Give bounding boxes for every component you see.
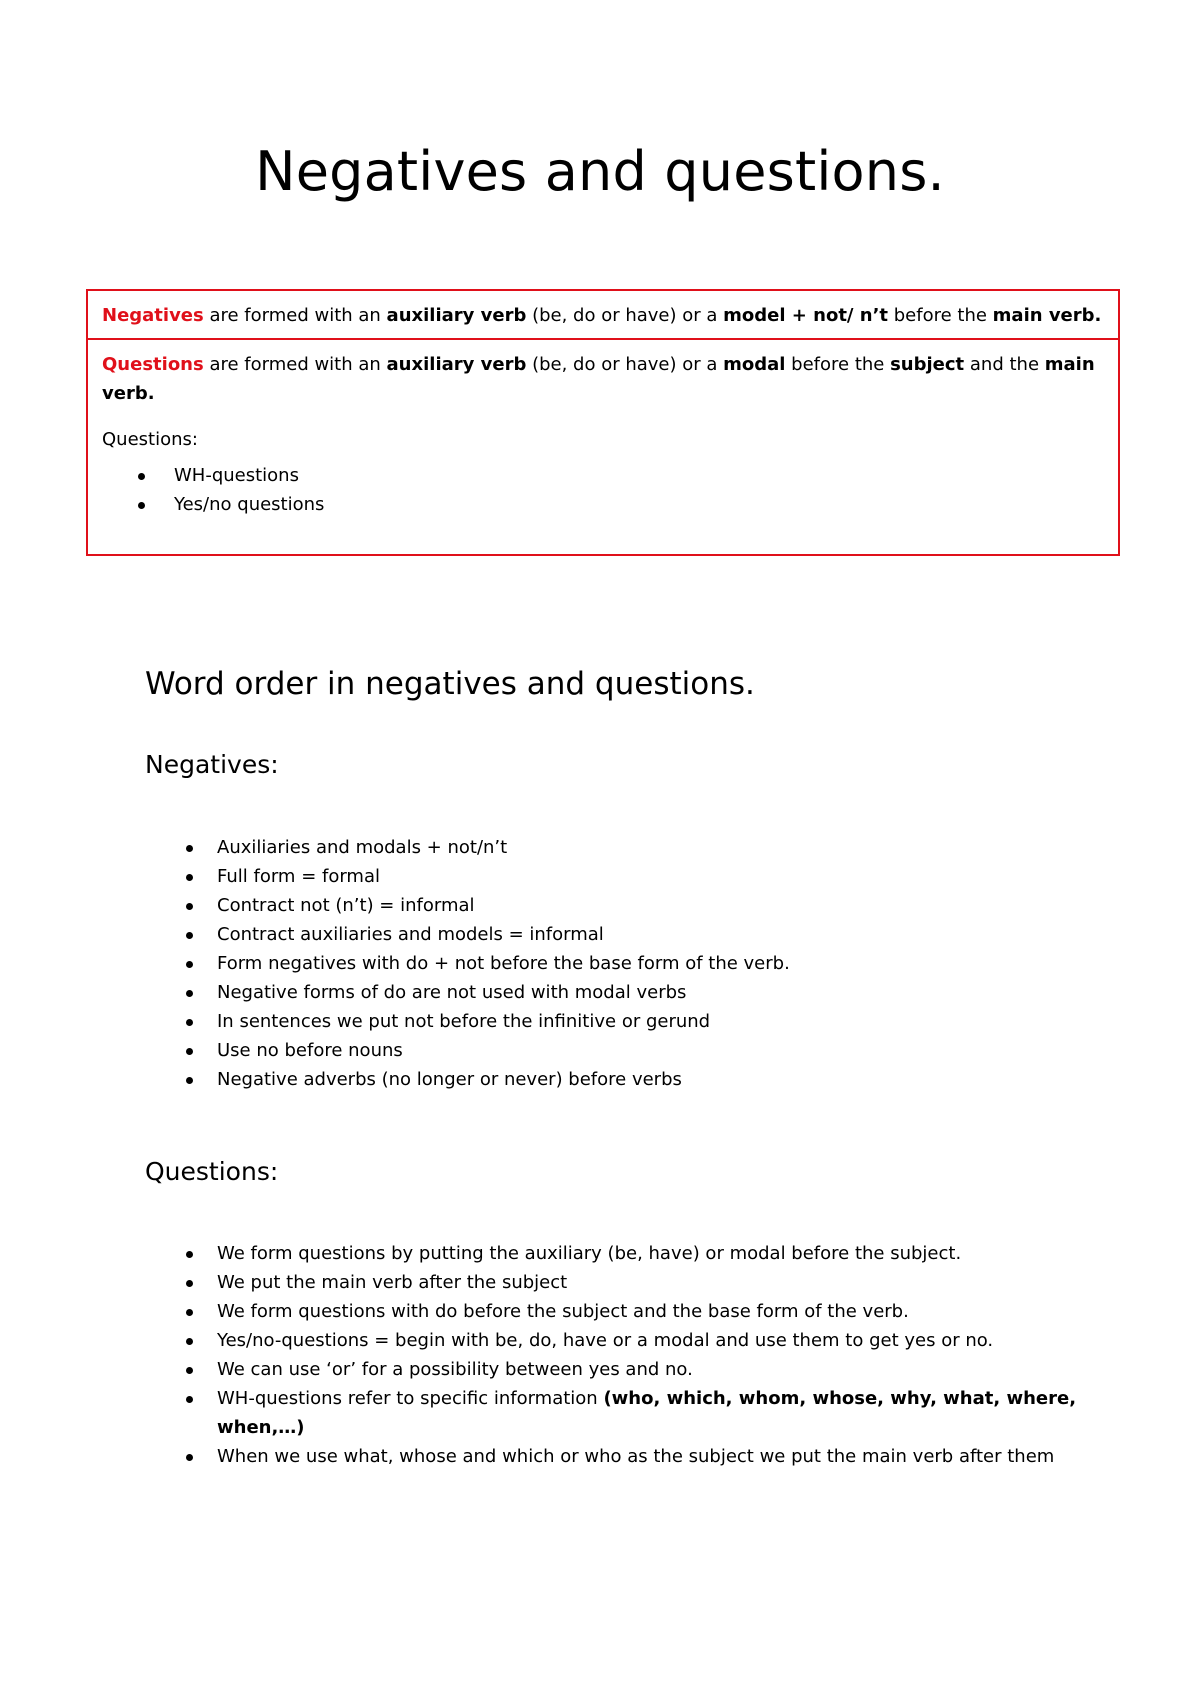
list-item	[102, 490, 324, 519]
list-item	[145, 862, 1105, 891]
bullet-icon	[186, 1280, 193, 1287]
bold-segment: auxiliary verb	[386, 354, 527, 375]
list-item	[145, 1442, 1105, 1471]
bullet-icon	[186, 990, 193, 997]
list-item-text: Use no before nouns	[217, 1040, 403, 1061]
bold-segment: subject	[890, 354, 965, 375]
text-segment: (be, do or have) or a	[526, 354, 724, 375]
list-item	[145, 1384, 1105, 1442]
list-item-text: Yes/no questions	[174, 494, 325, 515]
list-item-text: Contract auxiliaries and models = informal	[217, 924, 604, 945]
list-item-text: When we use what, whose and which or who as the subject we put the main verb after them	[217, 1446, 1055, 1467]
list-item-text: Contract not (n’t) = informal	[217, 895, 475, 916]
questions-definition	[102, 350, 1102, 408]
bullet-icon	[186, 1048, 193, 1055]
list-item-text: Yes/no-questions = begin with be, do, have or a modal and use them to get yes or no.	[217, 1330, 994, 1351]
text-segment: are formed with an	[203, 305, 387, 326]
list-item	[145, 920, 1105, 949]
text-segment: and the	[964, 354, 1045, 375]
list-item	[102, 461, 324, 490]
bullet-icon	[186, 1396, 193, 1403]
list-item-text: We put the main verb after the subject	[217, 1272, 568, 1293]
section-title: Word order in negatives and questions.	[145, 666, 755, 702]
text-segment: before the	[888, 305, 993, 326]
bullet-icon	[186, 874, 193, 881]
bullet-icon	[186, 1077, 193, 1084]
list-item-text: Form negatives with do + not before the base form of the verb.	[217, 953, 790, 974]
list-item	[145, 1239, 1105, 1268]
page-title: Negatives and questions.	[255, 140, 945, 203]
questions-label: Questions:	[102, 429, 198, 450]
questions-definition-box	[86, 338, 1120, 556]
questions-heading: Questions:	[145, 1157, 279, 1186]
bullet-icon	[138, 502, 145, 509]
bullet-icon	[186, 932, 193, 939]
list-item-text: In sentences we put not before the infinitive or gerund	[217, 1011, 711, 1032]
text-segment: (be, do or have) or a	[526, 305, 724, 326]
bold-segment: auxiliary verb	[386, 305, 527, 326]
list-item	[145, 891, 1105, 920]
list-item	[145, 978, 1105, 1007]
list-item	[145, 1007, 1105, 1036]
list-item	[145, 1036, 1105, 1065]
bullet-icon	[186, 1251, 193, 1258]
bullet-icon	[186, 845, 193, 852]
list-item-text: We can use ‘or’ for a possibility between yes and no.	[217, 1359, 693, 1380]
questions-keyword: Questions	[102, 354, 204, 375]
negatives-heading: Negatives:	[145, 750, 279, 779]
bullet-icon	[138, 473, 145, 480]
list-item-text: Negative forms of do are not used with modal verbs	[217, 982, 687, 1003]
negatives-list	[145, 833, 1105, 1094]
list-item-text: WH-questions	[174, 465, 299, 486]
list-item-text: We form questions with do before the subject and the base form of the verb.	[217, 1301, 909, 1322]
list-item-text: WH-questions refer to specific information	[217, 1388, 604, 1409]
negatives-definition	[102, 301, 1101, 330]
list-item	[145, 1297, 1105, 1326]
text-segment: are formed with an	[203, 354, 387, 375]
list-item-text: We form questions by putting the auxiliary (be, have) or modal before the subject.	[217, 1243, 962, 1264]
bold-segment: main verb.	[992, 305, 1102, 326]
list-item-bold-text: (who, which, whom, whose, why, what, where, when,…)	[217, 1388, 1077, 1438]
negatives-keyword: Negatives	[102, 305, 204, 326]
negatives-definition-box	[86, 289, 1120, 340]
bullet-icon	[186, 903, 193, 910]
list-item-text: Auxiliaries and modals + not/n’t	[217, 837, 508, 858]
list-item	[145, 1326, 1105, 1355]
list-item-text: Full form = formal	[217, 866, 380, 887]
questions-list	[145, 1239, 1105, 1471]
bullet-icon	[186, 1338, 193, 1345]
bullet-icon	[186, 1367, 193, 1374]
bold-segment: .	[147, 383, 155, 404]
list-item-text: Negative adverbs (no longer or never) before verbs	[217, 1069, 682, 1090]
text-segment: before the	[785, 354, 891, 375]
list-item	[145, 833, 1105, 862]
list-item	[145, 1355, 1105, 1384]
bullet-icon	[186, 961, 193, 968]
list-item	[145, 1065, 1105, 1094]
bold-segment: model + not/ n’t	[723, 305, 889, 326]
bold-segment: main verb	[102, 354, 1095, 404]
list-item	[145, 1268, 1105, 1297]
question-types-list	[102, 461, 324, 519]
bullet-icon	[186, 1019, 193, 1026]
bold-segment: modal	[723, 354, 786, 375]
list-item	[145, 949, 1105, 978]
bullet-icon	[186, 1309, 193, 1316]
bullet-icon	[186, 1454, 193, 1461]
